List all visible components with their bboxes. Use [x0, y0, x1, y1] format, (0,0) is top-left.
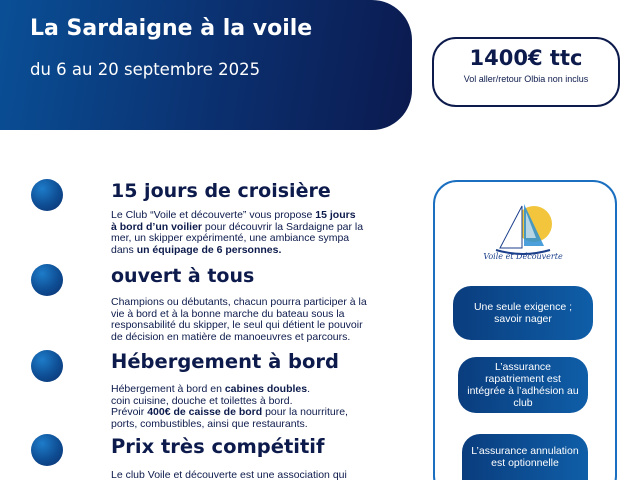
- text-run-bold: 400€ de caisse de bord: [147, 406, 263, 418]
- section-body-price: [111, 470, 409, 480]
- bullet-icon: [31, 434, 63, 466]
- text-run: Le Club “Voile et découverte” vous propose: [111, 209, 316, 221]
- bullet-icon: [31, 264, 63, 296]
- text-run-bold: cabines doubles: [224, 383, 308, 395]
- text-line: vie à bord et à la bonne marche du bateau sous la: [111, 307, 345, 320]
- text-line: Le club Voile et découverte est une association qui: [111, 469, 347, 480]
- pill-requirement: Une seule exigence ; savoir nager: [453, 286, 593, 340]
- trip-dates: du 6 au 20 septembre 2025: [30, 60, 261, 79]
- section-body-open: [111, 297, 409, 343]
- page-title: La Sardaigne à la voile: [30, 16, 313, 41]
- text-run: Hébergement à bord en: [111, 383, 225, 395]
- text-run: Prévoir: [111, 406, 148, 418]
- pill-cancellation: L’assurance annulation est optionnelle: [462, 434, 588, 480]
- price-amount: 1400€ ttc: [469, 46, 583, 70]
- bullet-icon: [31, 350, 63, 382]
- text-run: mer, un skipper expérimenté, une ambiance sympa: [111, 232, 350, 244]
- price-note: Vol aller/retour Olbia non inclus: [463, 74, 589, 84]
- text-run: .: [307, 383, 311, 395]
- logo-text: Voile et Découverte: [483, 252, 563, 261]
- section-body-cruise: [111, 210, 409, 256]
- section-title-price: Prix très compétitif: [111, 435, 325, 458]
- text-run: dans: [111, 243, 137, 256]
- text-run-bold: un équipage de 6 personnes.: [136, 243, 282, 256]
- section-title-cruise: 15 jours de croisière: [111, 180, 331, 202]
- bullet-icon: [31, 179, 63, 211]
- price-box: [432, 37, 620, 107]
- text-line: de décision en matière de manoeuvres et parcours.: [111, 330, 351, 343]
- text-run-bold: à bord d’un voilier: [111, 220, 203, 233]
- section-title-lodging: Hébergement à bord: [111, 350, 339, 373]
- text-line: responsabilité du skipper, le seul qui détient le pouvoir: [111, 319, 363, 331]
- section-body-lodging: [111, 384, 409, 430]
- text-run: coin cuisine, douche et toilettes à bord.: [111, 394, 293, 407]
- text-run: pour découvrir la Sardaigne par la: [202, 220, 364, 233]
- section-title-open: ouvert à tous: [111, 265, 255, 287]
- pill-repatriation: L’assurance rapatriement est intégrée à l’adhésion au club: [458, 357, 588, 413]
- text-run: ports, combustibles, ainsi que restaurants.: [111, 417, 308, 430]
- text-run-bold: 15 jours: [315, 209, 356, 221]
- text-line: Champions ou débutants, chacun pourra participer à la: [111, 296, 367, 308]
- text-run: pour la nourriture,: [262, 406, 348, 418]
- header-banner: [0, 0, 412, 130]
